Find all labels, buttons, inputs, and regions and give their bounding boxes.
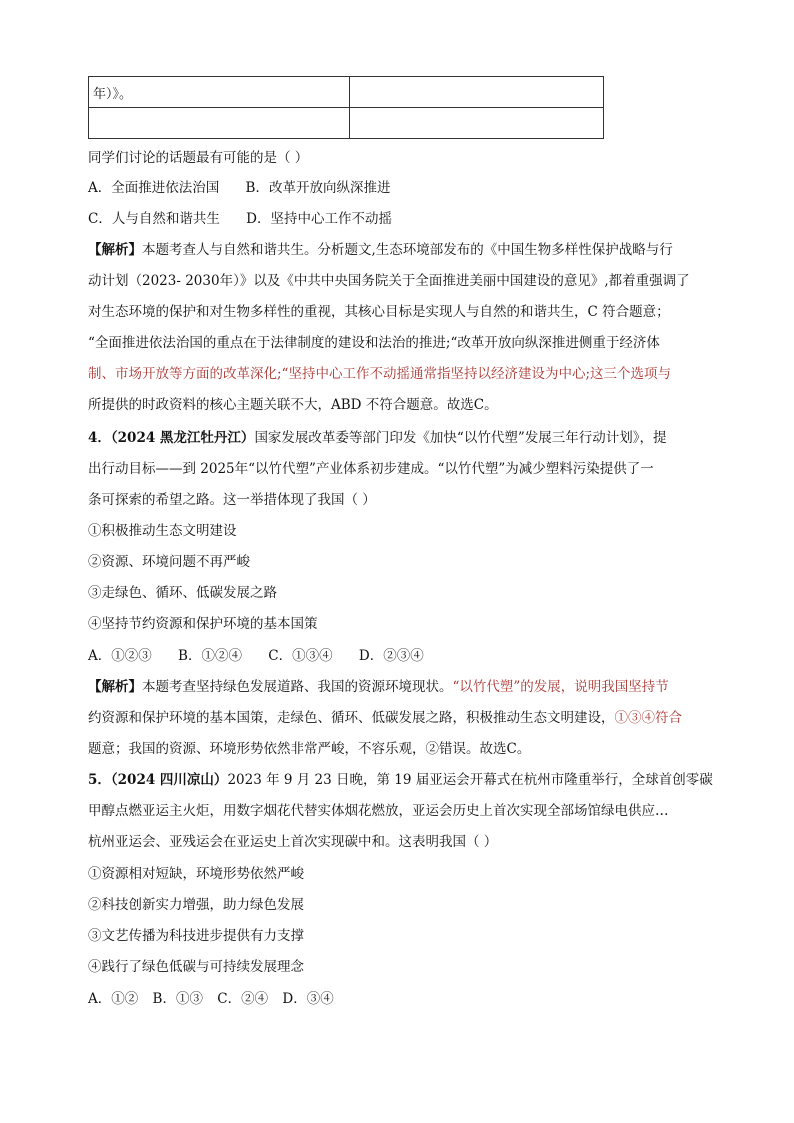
q5-options bbox=[88, 989, 334, 1009]
q3-analysis-line: 制、市场开放等方面的改革深化;“坚持中心工作不动摇通常指坚持以经济建设为中心;这三个选项与 bbox=[88, 366, 671, 382]
q5-item: ④践行了绿色低碳与可持续发展理念 bbox=[88, 959, 304, 975]
q3-analysis-line: “全面推进依法治国的重点在于法律制度的建设和法治的推进;“改革开放向纵深推进侧重于经济体 bbox=[88, 335, 660, 351]
table-cell bbox=[89, 108, 350, 139]
q4-item: ②资源、环境问题不再严峻 bbox=[88, 554, 250, 570]
table-row bbox=[89, 108, 604, 139]
q5-stem-line: 甲醇点燃亚运主火炬，用数字烟花代替实体烟花燃放，亚运会历史上首次实现全部场馆绿电供应… bbox=[88, 803, 669, 819]
q5-stem-line bbox=[88, 770, 713, 790]
q5-option-d: D．③④ bbox=[282, 991, 334, 1007]
table-cell bbox=[350, 77, 604, 108]
q4-option-a: A．①②③ bbox=[88, 648, 152, 664]
info-table bbox=[88, 76, 604, 139]
q3-analysis-line: 动计划（2023- 2030年）》以及《中共中央国务院关于全面推进美丽中国建设的意见》,都着重强调了 bbox=[88, 273, 690, 289]
q4-item: ③走绿色、循环、低碳发展之路 bbox=[88, 585, 277, 601]
q5-item: ③文艺传播为科技进步提供有力支撑 bbox=[88, 928, 304, 944]
q5-stem-line: 杭州亚运会、亚残运会在亚运史上首次实现碳中和。这表明我国（ ） bbox=[88, 834, 498, 850]
q5-stem-text: 2023 年 9 月 23 日晚，第 19 届亚运会开幕式在杭州市隆重举行，全球首创零碳 bbox=[227, 772, 713, 788]
table-row bbox=[89, 77, 604, 108]
q4-option-c: C．①③④ bbox=[268, 648, 333, 664]
table-cell bbox=[350, 108, 604, 139]
analysis-tag: 【解析】 bbox=[88, 679, 142, 695]
q5-option-a: A．①② bbox=[88, 991, 139, 1007]
q3-option-b: B．改革开放向纵深推进 bbox=[245, 180, 391, 196]
analysis-quote: “以竹代塑”的发展，说明我国坚持节 bbox=[452, 679, 669, 695]
analysis-answer: ①③④符合 bbox=[614, 710, 682, 726]
q4-option-b: B．①②④ bbox=[178, 648, 242, 664]
q4-option-d: D．②③④ bbox=[358, 648, 424, 664]
q5-option-c: C．②④ bbox=[217, 991, 269, 1007]
analysis-text: 本题考查坚持绿色发展道路、我国的资源环境现状。 bbox=[142, 679, 453, 695]
q3-analysis-line: 所提供的时政资料的核心主题关联不大，ABD 不符合题意。故选C。 bbox=[88, 397, 498, 413]
q5-option-b: B．①③ bbox=[152, 991, 203, 1007]
q4-stem-text: 国家发展改革委等部门印发《加快“以竹代塑”发展三年行动计划》，提 bbox=[254, 430, 667, 446]
q4-analysis-line: 题意；我国的资源、环境形势依然非常严峻，不容乐观，②错误。故选C。 bbox=[88, 741, 531, 757]
table-cell: 年）》。 bbox=[89, 77, 350, 108]
q4-stem-line: 条可探索的希望之路。这一举措体现了我国（ ） bbox=[88, 492, 376, 508]
q5-item: ①资源相对短缺，环境形势依然严峻 bbox=[88, 866, 304, 882]
q3-analysis-line bbox=[88, 240, 673, 260]
q3-stem: 同学们讨论的话题最有可能的是（ ） bbox=[88, 150, 309, 166]
q4-source: （2024 黑龙江牡丹江） bbox=[110, 430, 255, 446]
q3-analysis-line: 对生态环境的保护和对生物多样性的重视，其核心目标是实现人与自然的和谐共生，C 符合题意； bbox=[88, 304, 670, 320]
q3-option-a: A．全面推进依法治国 bbox=[88, 180, 220, 196]
q5-number: 5． bbox=[88, 772, 111, 788]
q4-analysis-line bbox=[88, 708, 682, 728]
analysis-tag: 【解析】 bbox=[88, 242, 142, 258]
q3-options-row2 bbox=[88, 209, 392, 229]
q4-item: ①积极推动生态文明建设 bbox=[88, 523, 237, 539]
q3-option-d: D．坚持中心工作不动摇 bbox=[246, 211, 392, 227]
q4-item: ④坚持节约资源和保护环境的基本国策 bbox=[88, 616, 318, 632]
q4-stem-line: 出行动目标——到 2025年“以竹代塑”产业体系初步建成。“以竹代塑”为减少塑料污染提供了一 bbox=[88, 461, 654, 477]
q5-source: （2024 四川凉山） bbox=[110, 772, 228, 788]
q4-stem-line bbox=[88, 428, 667, 448]
q4-options bbox=[88, 646, 424, 666]
q5-item: ②科技创新实力增强，助力绿色发展 bbox=[88, 897, 304, 913]
q4-analysis-line bbox=[88, 677, 669, 697]
q3-option-c: C．人与自然和谐共生 bbox=[88, 211, 220, 227]
q3-options-row1 bbox=[88, 178, 390, 198]
q4-number: 4． bbox=[88, 430, 111, 446]
analysis-text: 本题考查人与自然和谐共生。分析题文,生态环境部发布的《中国生物多样性保护战略与行 bbox=[142, 242, 673, 258]
analysis-text: 约资源和保护环境的基本国策，走绿色、循环、低碳发展之路，积极推动生态文明建设， bbox=[88, 710, 615, 726]
